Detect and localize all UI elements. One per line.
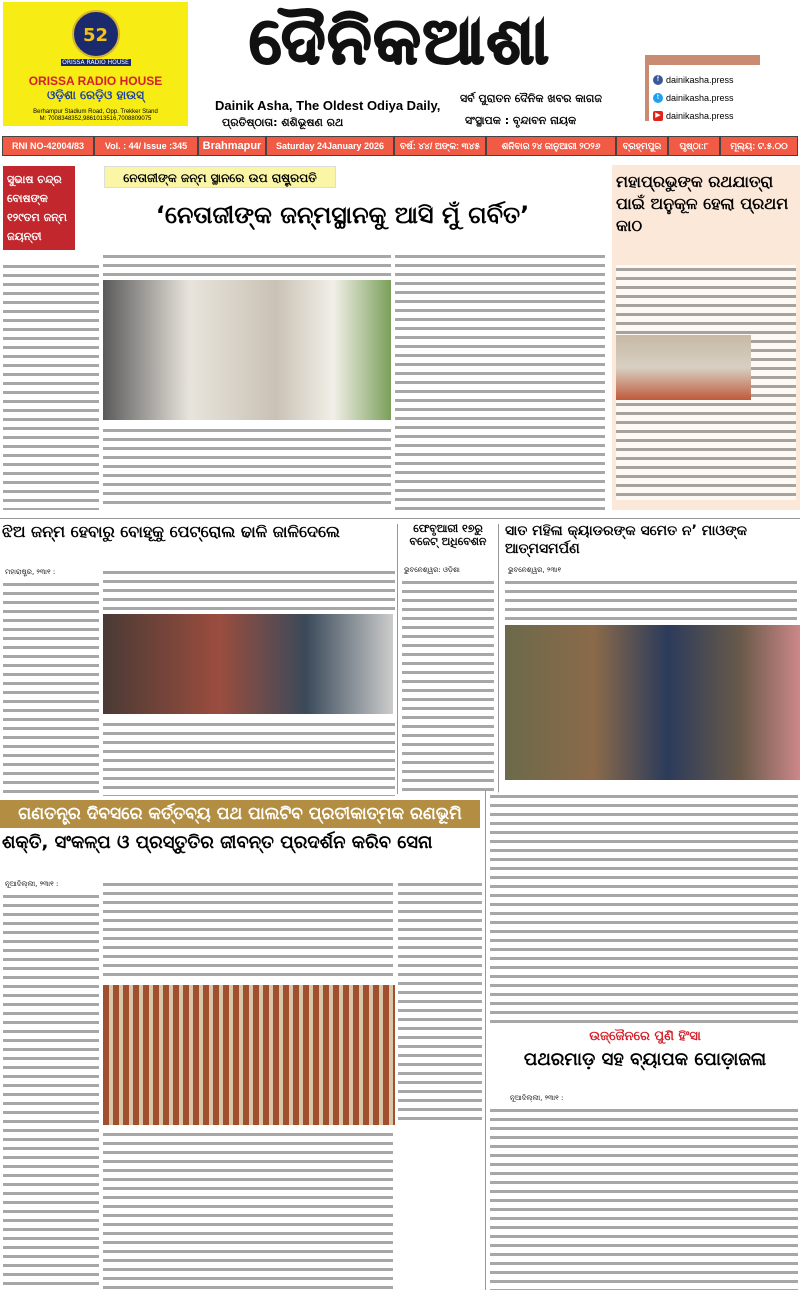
rni-number: RNI NO-42004/83 — [3, 137, 93, 155]
story4-headline[interactable]: ସାତ ମହିଳା କ୍ୟାଡରଙ୍କ ସମେତ ନ’ ମାଓଙ୍କ ଆତ୍ମସମର୍ପଣ — [505, 523, 748, 557]
tagline-en: Dainik Asha, The Oldest Odiya Daily, — [215, 98, 441, 113]
lead-body-col1 — [3, 262, 99, 510]
lead-headline[interactable]: ‘ନେତାଜୀଙ୍କ ଜନ୍ମସ୍ଥାନକୁ ଆସି ମୁଁ ଗର୍ବିତ’ — [155, 201, 530, 229]
ad-name-or: ଓଡ଼ିଶା ରେଡ଼ିଓ ହାଉସ୍ — [46, 88, 144, 102]
ad-address: Berhampur Stadium Road, Opp. Trekker Stand — [33, 109, 158, 115]
editor: ସଂସ୍ଥାପକ : ବୃନ୍ଦାବନ ନାୟକ — [465, 114, 577, 127]
social-youtube[interactable]: ▶ dainikasha.press — [653, 107, 756, 125]
story6-dateline: ନୂଆଦିଲ୍ଲୀ, ୨୩ା୧ : — [510, 1094, 564, 1102]
story6-headline[interactable]: ପଥରମାଡ଼ ସହ ବ୍ୟାପକ ପୋଡ଼ାଜଳା — [523, 1049, 767, 1070]
story2-body-top — [103, 568, 395, 610]
ad-phone: M: 7008348352,9861013516,7008809075 — [39, 116, 152, 122]
story3-dateline: ଭୁବନେଶ୍ୱର: ଓଡ଼ିଶା — [404, 566, 460, 574]
social-links — [645, 55, 760, 121]
volume-issue: Vol. : 44/ Issue :345 — [95, 137, 197, 155]
lead-photo — [103, 280, 391, 420]
divider — [397, 524, 398, 794]
story6-body — [490, 1106, 798, 1290]
story3-body — [402, 578, 494, 794]
volume-or: ବର୍ଷ: ୪୪/ ଅଙ୍କ: ୩୪୫ — [395, 137, 485, 155]
story2-headline[interactable]: ଝିଅ ଜନ୍ମ ହେବାରୁ ବୋହୂକୁ ପେଟ୍ରୋଲ ଢାଳି ଜାଳିଦେଲେ — [2, 522, 340, 541]
rath-yatra-photo — [616, 335, 751, 400]
lead-body-top — [103, 252, 391, 276]
story4-body-continued — [490, 792, 798, 1024]
story6-kicker: ଉଜ୍ଜୈନରେ ପୁଣି ହିଂସା — [589, 1029, 701, 1044]
date-or: ଶନିବାର ୨୪ ଜାନୁଆରୀ ୨୦୨୬ — [487, 137, 615, 155]
story5-dateline: ନୂଆଦିଲ୍ଲୀ, ୨୩ା୧ : — [5, 880, 59, 888]
facebook-icon: f — [653, 75, 663, 85]
story4-dateline: ଭୁବନେଶ୍ୱର, ୨୩ା୧ — [508, 566, 562, 574]
page-count: ପୃଷ୍ଠା:୮ — [669, 137, 719, 155]
story3-headline[interactable]: ଫେବୃଆରୀ ୧୭ରୁ ବଜେଟ୍ ଅଧିବେଶନ — [409, 522, 487, 548]
story4-photo — [505, 625, 800, 780]
story5-body-bottom — [103, 1130, 393, 1290]
divider — [498, 524, 499, 794]
lead-body-bottom — [103, 426, 391, 510]
story5-parade-photo — [103, 985, 395, 1125]
rath-yatra-headline[interactable]: ମହାପ୍ରଭୁଙ୍କ ରଥଯାତ୍ରା ପାଇଁ ଅନୁକୂଳ ହେଲା ପ୍ରଥମ କାଠ — [616, 172, 789, 235]
story5-body-col1 — [3, 892, 99, 1290]
story2-photo — [103, 614, 393, 714]
social-facebook[interactable]: f dainikasha.press — [653, 71, 756, 89]
tagline-or: ସର୍ବ ପୁରାତନ ଦୈନିକ ଖବର କାଗଜ — [460, 92, 602, 105]
story5-headline[interactable]: ଶକ୍ତି, ସଂକଳ୍ପ ଓ ପ୍ରସ୍ତୁତିର ଜୀବନ୍ତ ପ୍ରଦର୍ଶନ କରିବ ସେନା — [2, 832, 433, 853]
twitter-icon: t — [653, 93, 663, 103]
info-bar — [2, 136, 798, 156]
city-en: Brahmapur — [199, 137, 265, 155]
lead-body-right — [395, 252, 605, 510]
price: ମୂଲ୍ୟ: ଟ.୫.୦୦ — [721, 137, 797, 155]
story5-body-right — [398, 880, 482, 1125]
logo-label: ORISSA RADIO HOUSE — [62, 59, 129, 66]
divider — [485, 790, 486, 1290]
story2-body-bottom — [103, 720, 395, 796]
story5-body-top — [103, 880, 393, 980]
story2-body-col1 — [3, 580, 99, 796]
city-or: ବ୍ରହ୍ମପୁର — [617, 137, 667, 155]
date-en: Saturday 24January 2026 — [267, 137, 393, 155]
founder: ପ୍ରତିଷ୍ଠାତା: ଶଶିଭୂଷଣ ରଥ — [222, 116, 344, 129]
anniversary-box: ସୁଭାଷ ଚନ୍ଦ୍ର ବୋଷଙ୍କ ୧୨୯ତମ ଜନ୍ମ ଜୟନ୍ତୀ — [3, 166, 75, 250]
advertisement-orissa-radio-house[interactable] — [3, 2, 188, 126]
social-twitter[interactable]: t dainikasha.press — [653, 89, 756, 107]
story2-dateline: ମହାରାଷ୍ଟ୍ର, ୨୩ା୧ : — [5, 568, 56, 576]
rath-yatra-story — [612, 165, 800, 510]
masthead-logo: ଦୈନିକଆଶା — [249, 5, 551, 79]
divider — [0, 518, 800, 519]
ad-name-en: ORISSA RADIO HOUSE — [28, 74, 163, 88]
radio-house-logo: 52 — [72, 10, 120, 58]
lead-kicker: ନେତାଜୀଙ୍କ ଜନ୍ମ ସ୍ଥାନରେ ଉପ ରାଷ୍ଟ୍ରପତି — [104, 166, 336, 188]
story5-banner: ଗଣତନ୍ତ୍ର ଦିବସରେ କର୍ତ୍ତବ୍ୟ ପଥ ପାଲଟିବ ପ୍ରତୀକାତ୍ମକ ରଣଭୂମି — [0, 800, 480, 828]
youtube-icon: ▶ — [653, 111, 663, 121]
story4-body-top — [505, 578, 797, 620]
